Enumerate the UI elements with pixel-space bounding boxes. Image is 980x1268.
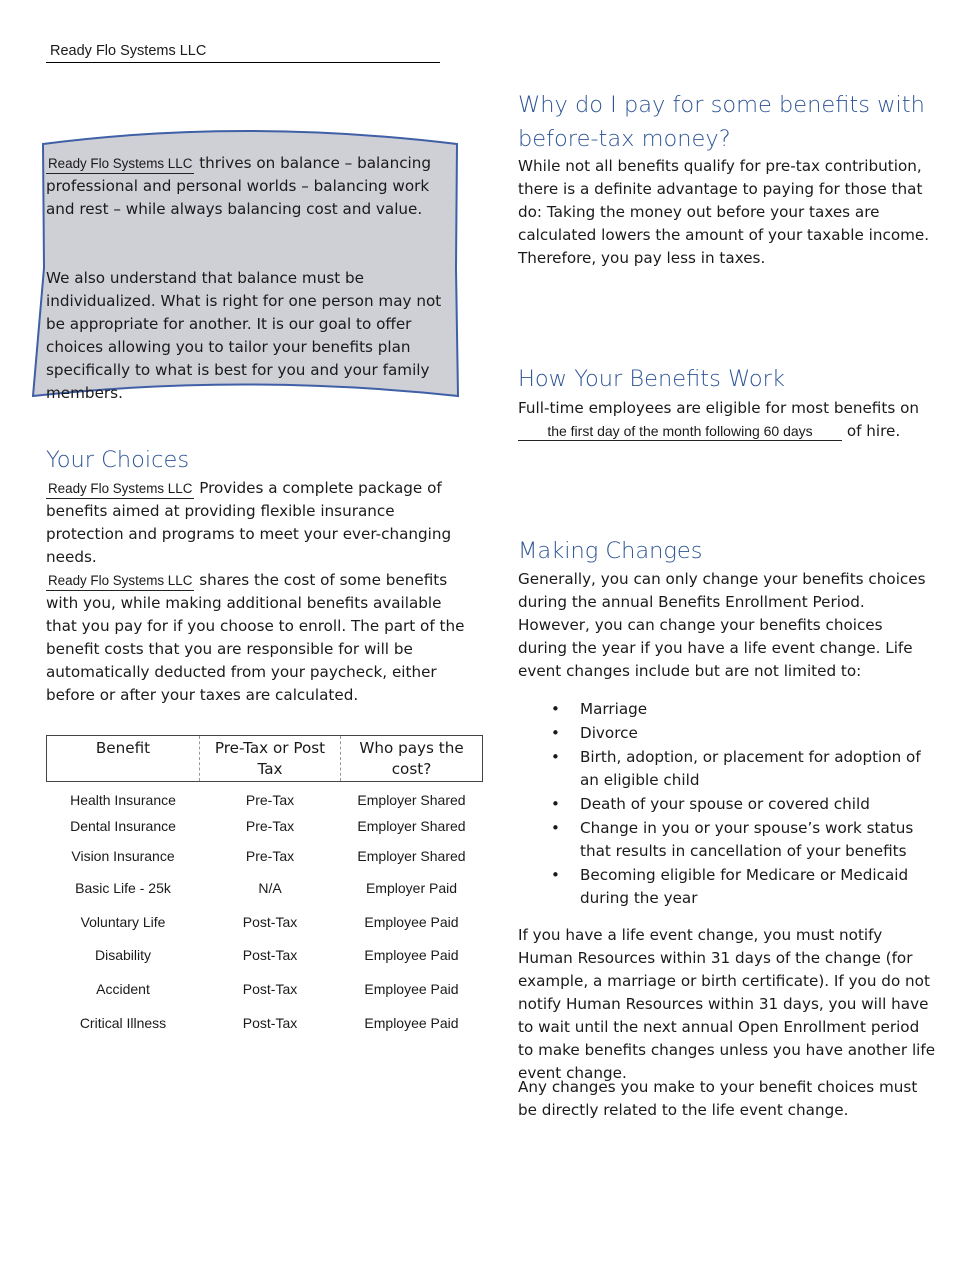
benefit-name-cell: Voluntary Life bbox=[80, 913, 166, 930]
benefit-name-cell: Vision Insurance bbox=[71, 847, 175, 864]
tax-status-cell: Post-Tax bbox=[242, 981, 298, 997]
benefit-name-cell: Accident bbox=[96, 981, 150, 997]
table-row bbox=[47, 905, 483, 939]
any-changes-text: Any changes you make to your benefit choices must be directly related to the life event change. bbox=[518, 1078, 918, 1119]
table-row bbox=[47, 871, 483, 905]
who-pays-cell: Employer Shared bbox=[357, 847, 466, 864]
making-changes-heading: Making Changes bbox=[518, 538, 703, 564]
list-item bbox=[518, 746, 938, 792]
table-row bbox=[47, 782, 483, 811]
company-header: Ready Flo Systems LLC bbox=[46, 43, 440, 63]
life-event-text: Becoming eligible for Medicare or Medicaid during the year bbox=[580, 866, 909, 907]
life-event-text: Birth, adoption, or placement for adoption of an eligible child bbox=[580, 748, 921, 789]
tax-status-cell: Pre-Tax bbox=[245, 817, 295, 834]
notify-hr-text: If you have a life event change, you must notify Human Resources within 31 days of the change (for example, a marriage or birth certificate). If you do not notify Human Resources within 31 days, you will have to wait until the next annual Open Enrollment period to make benefits changes unless you have another life event change. bbox=[518, 926, 936, 1082]
list-item bbox=[518, 817, 938, 863]
balance-paragraph-2: We also understand that balance must be individualized. What is right for one person may not be appropriate for another. It is our goal to offer choices allowing you to tailor your benefits plan specifically to what is best for you and your family members. bbox=[46, 269, 442, 402]
tax-status-cell: Post-Tax bbox=[242, 1014, 298, 1031]
why-pretax-heading: Why do I pay for some benefits with before-tax money? bbox=[518, 92, 925, 152]
who-pays-cell: Employer Shared bbox=[357, 817, 466, 834]
header-tax-status: Pre-Tax or Post Tax bbox=[200, 736, 341, 782]
tax-status-cell: Post-Tax bbox=[242, 947, 298, 963]
balance-text bbox=[46, 152, 458, 405]
header-who-pays: Who pays the cost? bbox=[341, 736, 483, 782]
eligibility-intro: Full-time employees are eligible for most benefits on bbox=[518, 399, 919, 417]
table-row bbox=[47, 841, 483, 871]
eligibility-suffix: of hire. bbox=[846, 422, 901, 440]
who-pays-cell: Employer Paid bbox=[365, 879, 458, 896]
benefits-table bbox=[46, 735, 483, 1039]
table-row bbox=[47, 939, 483, 972]
choices-paragraph-1 bbox=[46, 477, 466, 569]
benefit-name-cell: Critical Illness bbox=[79, 1014, 167, 1031]
who-pays-cell: Employee Paid bbox=[364, 981, 459, 997]
header-benefit: Benefit bbox=[47, 736, 200, 782]
eligibility-period-field: the first day of the month following 60 days bbox=[518, 422, 842, 441]
benefit-name-cell: Disability bbox=[94, 947, 151, 963]
life-event-text: Divorce bbox=[580, 724, 638, 742]
list-item bbox=[518, 864, 938, 910]
bullet-icon: • bbox=[551, 724, 560, 742]
bullet-icon: • bbox=[551, 748, 560, 766]
why-pretax-text: While not all benefits qualify for pre-tax contribution, there is a definite advantage to paying for those that do: Taking the money out before your taxes are calculated lowers the amount of your taxable income. Therefore, you pay less in taxes. bbox=[518, 157, 930, 267]
balance-paragraph-1 bbox=[46, 152, 458, 221]
who-pays-cell: Employee Paid bbox=[364, 1014, 459, 1031]
bullet-icon: • bbox=[551, 819, 560, 837]
table-row bbox=[47, 811, 483, 841]
table-row bbox=[47, 972, 483, 1007]
choices-paragraph-2-text: shares the cost of some benefits with you, while making additional benefits available that you pay for if you choose to enroll. The part of the benefit costs that you are responsible for will be automatically deducted from your paycheck, either before or after your taxes are calculated. bbox=[46, 571, 465, 704]
who-pays-cell: Employer Shared bbox=[357, 792, 466, 809]
tax-status-cell: N/A bbox=[258, 879, 282, 896]
making-changes-intro: Generally, you can only change your benefits choices during the annual Benefits Enrollment Period. However, you can change your benefits choices during the year if you have a life event change. Life event changes include but are not limited to: bbox=[518, 570, 926, 680]
balance-paragraph-1-text: thrives on balance – balancing professional and personal worlds – balancing work and rest – while always balancing cost and value. bbox=[46, 154, 432, 218]
company-name-field: Ready Flo Systems LLC bbox=[46, 480, 194, 499]
bullet-icon: • bbox=[551, 795, 560, 813]
benefit-name-cell: Basic Life - 25k bbox=[75, 879, 171, 896]
bullet-icon: • bbox=[551, 700, 560, 718]
tax-status-cell: Pre-Tax bbox=[245, 792, 295, 809]
who-pays-cell: Employee Paid bbox=[364, 913, 459, 930]
list-item bbox=[518, 793, 938, 816]
how-benefits-work-text bbox=[518, 397, 933, 443]
life-event-text: Change in you or your spouse’s work status that results in cancellation of your benefits bbox=[580, 819, 914, 860]
life-event-text: Marriage bbox=[580, 700, 648, 718]
table-row bbox=[47, 1007, 483, 1039]
how-benefits-work-heading: How Your Benefits Work bbox=[518, 366, 785, 392]
tax-status-cell: Post-Tax bbox=[242, 913, 298, 930]
bullet-icon: • bbox=[551, 866, 560, 884]
tax-status-cell: Pre-Tax bbox=[245, 847, 295, 864]
who-pays-cell: Employee Paid bbox=[364, 947, 459, 963]
choices-paragraph-1-text: Provides a complete package of benefits aimed at providing flexible insurance protection and programs to meet your ever-changing needs. bbox=[46, 479, 452, 566]
benefit-name-cell: Health Insurance bbox=[70, 792, 176, 809]
life-events-list bbox=[518, 698, 938, 911]
balance-callout-box bbox=[30, 128, 460, 400]
list-item bbox=[518, 722, 938, 745]
company-name-field: Ready Flo Systems LLC bbox=[46, 572, 194, 591]
life-event-text: Death of your spouse or covered child bbox=[580, 795, 870, 813]
company-name-field: Ready Flo Systems LLC bbox=[46, 155, 194, 174]
your-choices-heading: Your Choices bbox=[46, 447, 190, 473]
your-choices-text bbox=[46, 477, 466, 707]
list-item bbox=[518, 698, 938, 721]
table-header-row bbox=[47, 736, 483, 782]
benefit-name-cell: Dental Insurance bbox=[70, 817, 176, 834]
choices-paragraph-2 bbox=[46, 569, 466, 707]
